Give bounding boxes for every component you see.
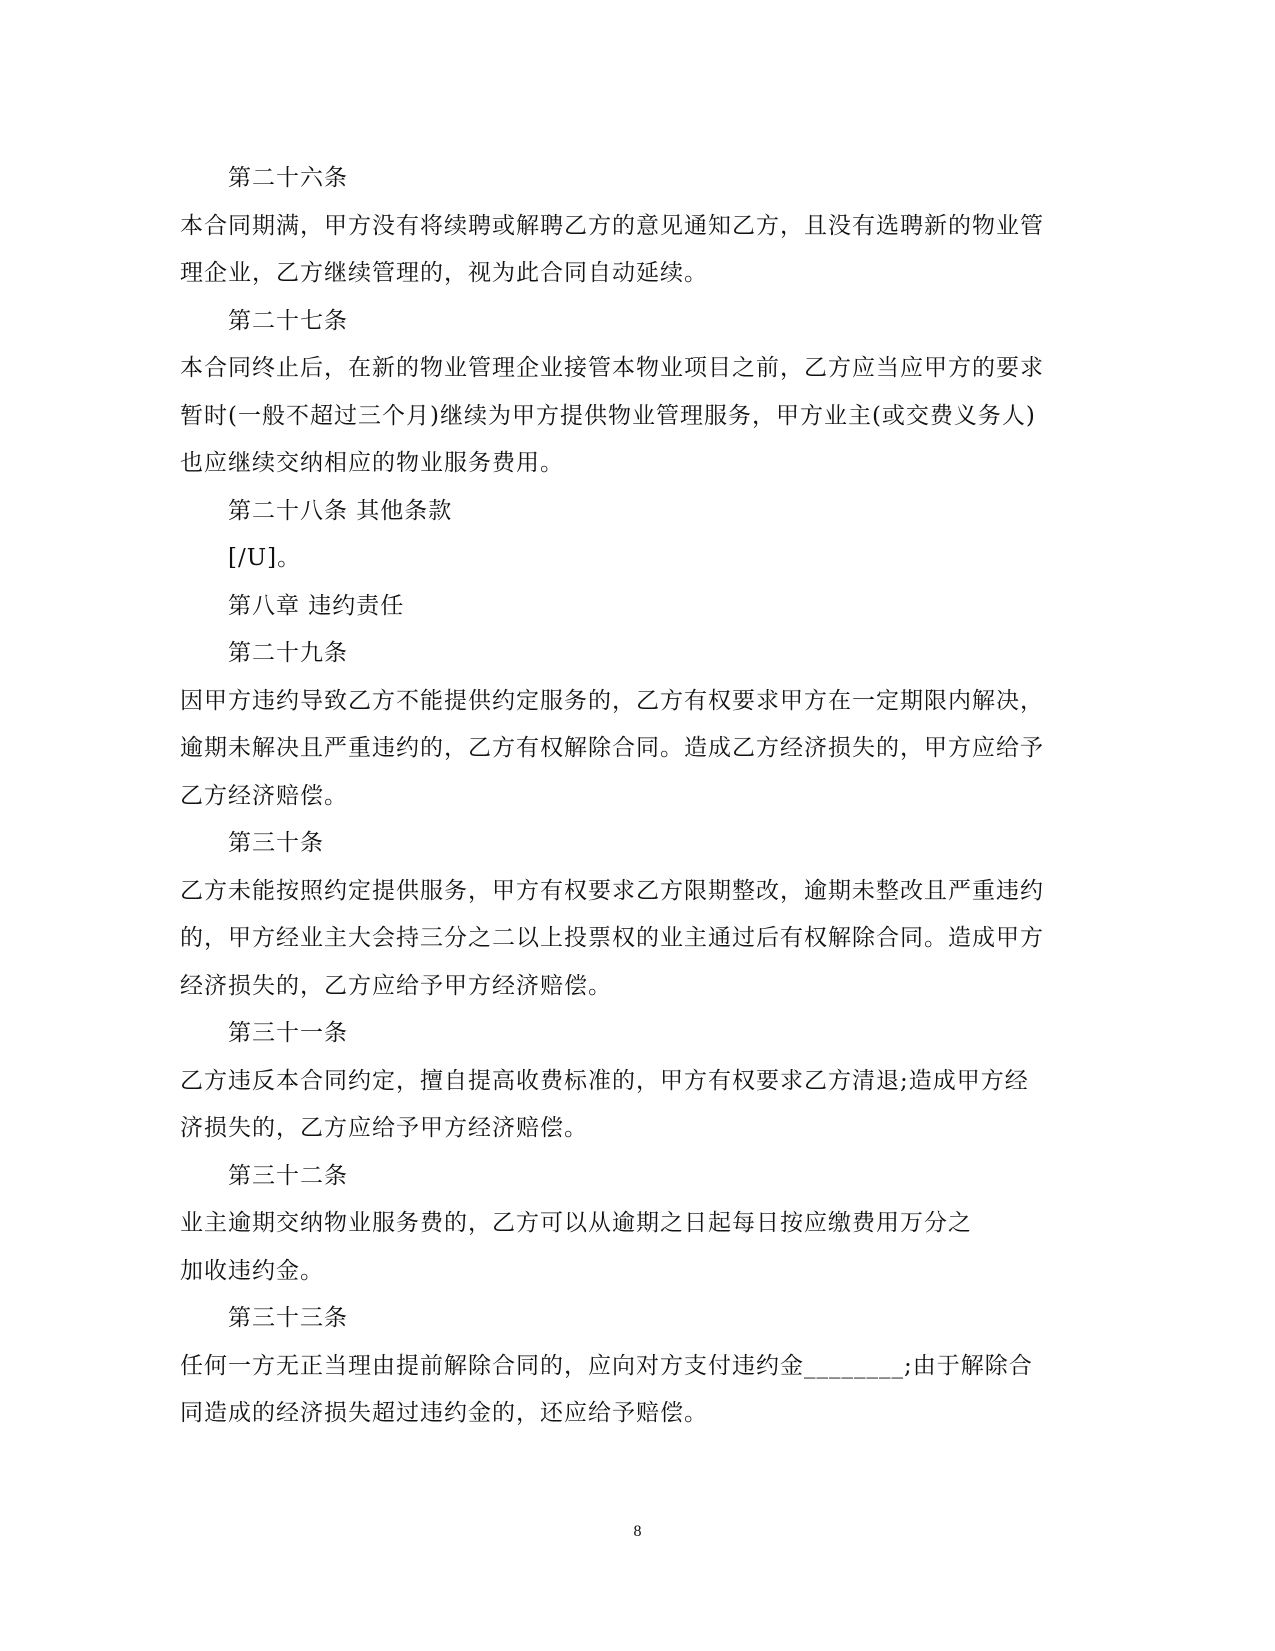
article-31-heading: 第三十一条 xyxy=(228,1020,348,1046)
paragraph-line: 的，甲方经业主大会持三分之二以上投票权的业主通过后有权解除合同。造成甲方 xyxy=(180,925,1044,951)
paragraph-line: 本合同终止后，在新的物业管理企业接管本物业项目之前，乙方应当应甲方的要求 xyxy=(180,355,1044,381)
chapter-8-heading: 第八章 违约责任 xyxy=(228,592,405,619)
document-body xyxy=(180,155,1090,1438)
paragraph-line: 也应继续交纳相应的物业服务费用。 xyxy=(180,450,564,476)
article-27-heading: 第二十七条 xyxy=(228,307,348,334)
article-28-heading: 第二十八条 其他条款 xyxy=(228,497,453,524)
paragraph-line: 经济损失的，乙方应给予甲方经济赔偿。 xyxy=(180,972,612,999)
article-26-heading: 第二十六条 xyxy=(228,165,348,191)
paragraph-line: 乙方违反本合同约定，擅自提高收费标准的，甲方有权要求乙方清退;造成甲方经 xyxy=(180,1067,1029,1094)
paragraph-line: 业主逾期交纳物业服务费的，乙方可以从逾期之日起每日按应缴费用万分之 xyxy=(180,1210,972,1236)
article-29-heading: 第二十九条 xyxy=(228,640,348,666)
paragraph-line: 同造成的经济损失超过违约金的，还应给予赔偿。 xyxy=(180,1400,708,1426)
paragraph-line: 任何一方无正当理由提前解除合同的，应向对方支付违约金________;由于解除合 xyxy=(180,1352,1033,1379)
paragraph-line: 乙方经济赔偿。 xyxy=(180,782,348,809)
page-number: 8 xyxy=(633,1523,642,1540)
paragraph-line: 暂时(一般不超过三个月)继续为甲方提供物业管理服务，甲方业主(或交费义务人) xyxy=(180,402,1036,429)
article-33-heading: 第三十三条 xyxy=(228,1305,348,1331)
paragraph-line: 济损失的，乙方应给予甲方经济赔偿。 xyxy=(180,1115,588,1141)
paragraph-line: 乙方未能按照约定提供服务，甲方有权要求乙方限期整改，逾期未整改且严重违约 xyxy=(180,877,1044,904)
paragraph-line: 理企业，乙方继续管理的，视为此合同自动延续。 xyxy=(180,260,708,286)
paragraph-line: 本合同期满，甲方没有将续聘或解聘乙方的意见通知乙方，且没有选聘新的物业管 xyxy=(180,212,1044,239)
paragraph-line: 加收违约金。 xyxy=(180,1257,324,1284)
paragraph-line: 因甲方违约导致乙方不能提供约定服务的，乙方有权要求甲方在一定期限内解决， xyxy=(180,687,1044,714)
paragraph-line: 逾期未解决且严重违约的，乙方有权解除合同。造成乙方经济损失的，甲方应给予 xyxy=(180,735,1044,761)
article-32-heading: 第三十二条 xyxy=(228,1162,348,1189)
article-30-heading: 第三十条 xyxy=(228,830,324,856)
paragraph-line: [/U]。 xyxy=(228,545,302,571)
